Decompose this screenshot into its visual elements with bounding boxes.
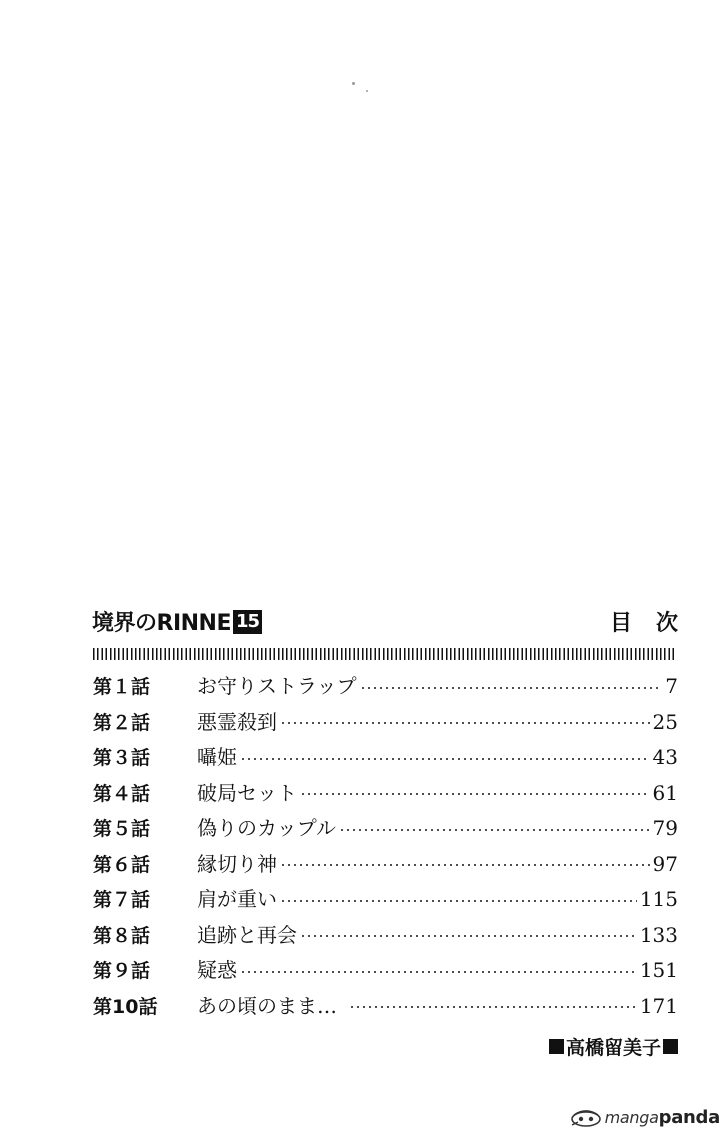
chapter-number: 第９話 xyxy=(93,960,151,982)
author-name: 高橋留美子 xyxy=(565,1037,661,1059)
black-square-icon xyxy=(549,1039,564,1054)
toc-row[interactable] xyxy=(93,883,678,919)
page-number: 133 xyxy=(639,922,678,947)
page-number: 171 xyxy=(639,993,678,1018)
chapter-title: 追跡と再会 xyxy=(197,922,297,947)
toc-row[interactable] xyxy=(93,741,678,777)
book-title xyxy=(92,606,262,637)
toc-row[interactable] xyxy=(93,919,678,955)
chapter-title: 囁姫 xyxy=(197,745,237,769)
chapter-number: 第３話 xyxy=(93,747,151,769)
dot-leader xyxy=(300,792,650,796)
chapter-number: 第10話 xyxy=(93,995,158,1018)
hatched-divider xyxy=(93,648,676,660)
page-number: 43 xyxy=(652,745,678,769)
chapter-number: 第２話 xyxy=(93,711,151,734)
toc-row[interactable] xyxy=(93,812,678,848)
dot-leader xyxy=(280,721,650,725)
watermark-brand-left: manga xyxy=(604,1107,659,1127)
watermark xyxy=(569,1105,720,1129)
toc-row[interactable] xyxy=(93,990,678,1026)
dot-leader xyxy=(280,863,650,867)
chapter-title: お守りストラップ xyxy=(197,674,357,698)
toc-row[interactable] xyxy=(93,706,678,742)
chapter-number: 第１話 xyxy=(93,676,151,698)
chapter-title: 疑惑 xyxy=(197,958,237,982)
author-credit xyxy=(549,1033,678,1060)
paper-speck xyxy=(366,90,368,92)
panda-logo-icon xyxy=(569,1105,603,1129)
chapter-title: 偽りのカップル xyxy=(197,816,336,840)
dot-leader xyxy=(300,934,637,938)
series-title: 境界のRINNE xyxy=(92,611,231,636)
paper-speck xyxy=(352,82,355,85)
chapter-number: 第８話 xyxy=(93,924,151,947)
chapter-title: あの頃のまま… xyxy=(197,993,337,1018)
chapter-number: 第４話 xyxy=(93,782,151,805)
page-number: 7 xyxy=(665,674,678,698)
page-number: 25 xyxy=(652,709,678,734)
toc-row[interactable] xyxy=(93,777,678,813)
dot-leader xyxy=(360,686,663,690)
watermark-brand-right: panda xyxy=(658,1106,720,1128)
chapter-number: 第５話 xyxy=(93,818,151,840)
volume-badge: 15 xyxy=(233,610,262,634)
dot-leader xyxy=(240,970,637,974)
page-number: 97 xyxy=(652,851,678,876)
black-square-icon xyxy=(663,1039,678,1054)
dot-leader xyxy=(240,757,650,761)
toc-row[interactable] xyxy=(93,670,678,706)
page-number: 151 xyxy=(639,958,678,982)
dot-leader xyxy=(280,899,637,903)
chapter-title: 破局セット xyxy=(197,780,297,805)
chapter-number: 第７話 xyxy=(93,889,151,911)
page-number: 79 xyxy=(652,816,678,840)
chapter-title: 肩が重い xyxy=(197,887,277,911)
toc-row[interactable] xyxy=(93,848,678,884)
chapter-title: 縁切り神 xyxy=(197,851,277,876)
toc-row[interactable] xyxy=(93,954,678,990)
chapter-number: 第６話 xyxy=(93,853,151,876)
page-number: 61 xyxy=(652,780,678,805)
dot-leader xyxy=(349,1005,637,1009)
toc-header xyxy=(92,606,702,638)
dot-leader xyxy=(339,828,650,832)
chapter-title: 悪霊殺到 xyxy=(197,709,277,734)
table-of-contents xyxy=(93,670,678,1025)
contents-label: 目次 xyxy=(609,611,702,636)
page-number: 115 xyxy=(639,887,678,911)
